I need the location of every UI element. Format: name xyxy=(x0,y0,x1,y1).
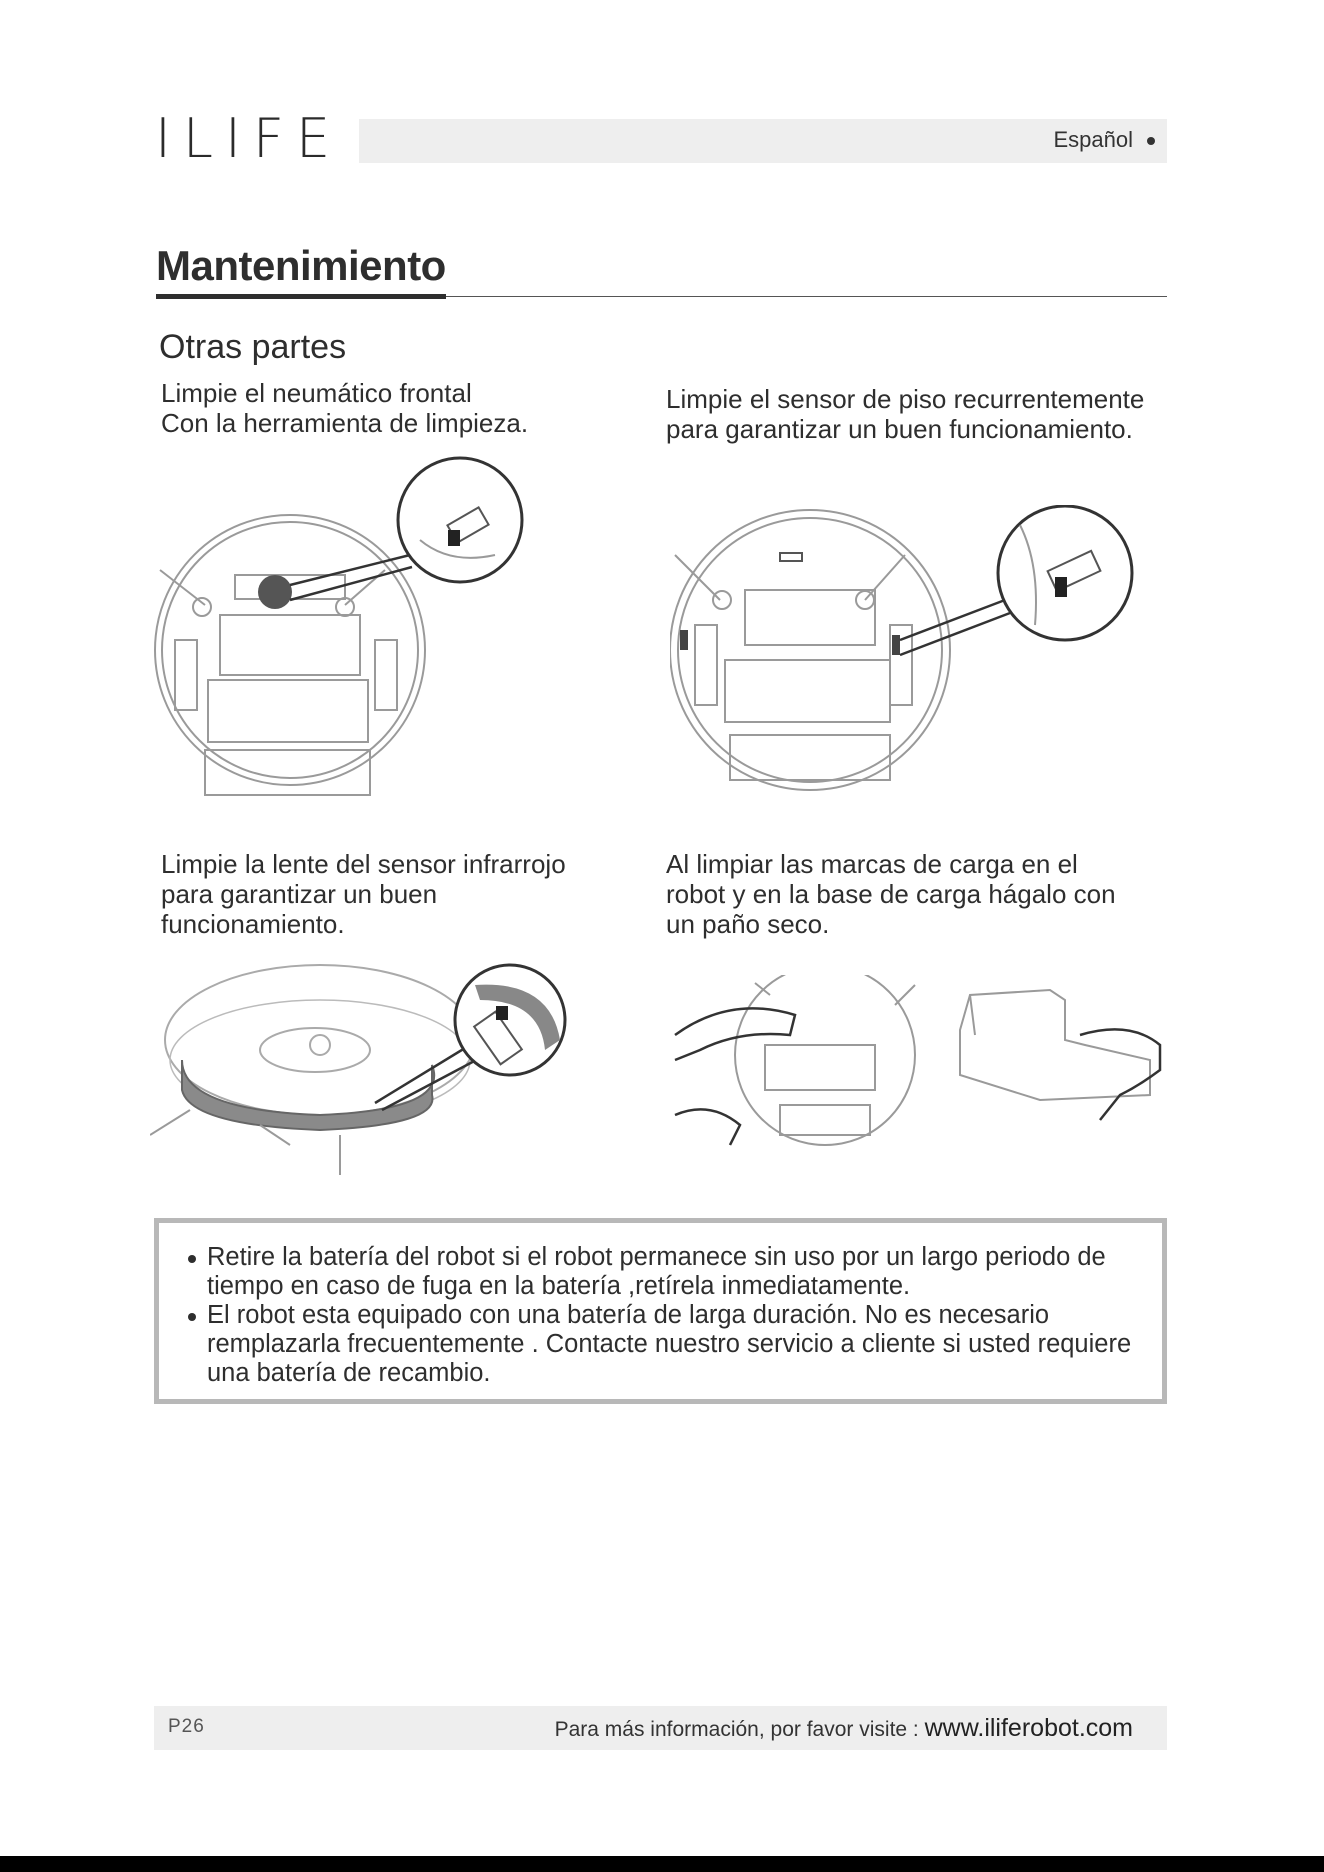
infrared-lens-illustration xyxy=(150,960,570,1180)
step-caption-floor-sensor: Limpie el sensor de piso recurrentemente para garantizar un buen funcionamiento. xyxy=(666,384,1145,444)
front-wheel-illustration xyxy=(150,455,540,805)
language-bar xyxy=(359,119,1167,163)
footer-info-text: Para más información, por favor visite : xyxy=(554,1718,925,1741)
language-label xyxy=(1053,127,1155,153)
scan-edge xyxy=(0,1856,1324,1872)
language-text: Español xyxy=(1053,127,1133,152)
section-title: Mantenimiento xyxy=(156,242,446,289)
subsection-title: Otras partes xyxy=(159,328,347,366)
page-footer xyxy=(154,1706,1167,1750)
title-underline xyxy=(156,294,446,299)
page-number: P26 xyxy=(168,1716,205,1737)
battery-notes-box xyxy=(154,1218,1167,1404)
notes-list xyxy=(159,1223,1162,1388)
floor-sensor-illustration xyxy=(670,505,1150,805)
footer-info xyxy=(555,1714,1133,1743)
brand-logo: ILIFE xyxy=(155,107,343,170)
charging-contacts-illustration xyxy=(670,975,1170,1155)
website-link[interactable]: www.iliferobot.com xyxy=(924,1714,1133,1742)
note-item: El robot esta equipado con una batería de larga duración. No es necesario remplazarla frecuentemente . Contacte nuestro servicio a cliente si usted requiere una batería de recambio. xyxy=(159,1301,1162,1388)
step-caption-charging-contacts: Al limpiar las marcas de carga en el robot y en la base de carga hágalo con un paño seco. xyxy=(666,849,1116,939)
step-caption-infrared-lens: Limpie la lente del sensor infrarrojo para garantizar un buen funcionamiento. xyxy=(161,849,566,939)
note-item: Retire la batería del robot si el robot permanece sin uso por un largo periodo de tiempo en caso de fuga en la batería ,retírela inmediatamente. xyxy=(159,1243,1162,1301)
step-caption-front-wheel: Limpie el neumático frontal Con la herramienta de limpieza. xyxy=(161,378,529,438)
bullet-icon xyxy=(1147,137,1155,145)
